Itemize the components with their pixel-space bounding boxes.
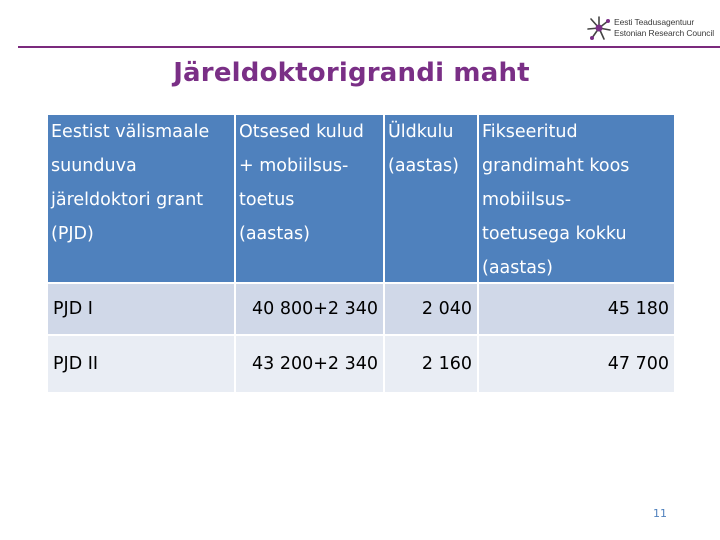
row-value: 47 700 <box>607 354 669 374</box>
table-row-pjd1-name <box>48 284 234 334</box>
header-line: Üldkulu <box>388 122 454 142</box>
header-line: toetus <box>239 190 295 210</box>
header-line: (PJD) <box>51 224 94 244</box>
header-line: Fikseeritud <box>482 122 578 142</box>
logo-star-icon <box>586 15 612 41</box>
table-row-pjd2-overhead <box>385 336 477 392</box>
row-value: 43 200+2 340 <box>252 354 378 374</box>
logo-text <box>614 17 714 38</box>
header-line: toetusega kokku <box>482 224 627 244</box>
row-value: 2 040 <box>421 299 472 319</box>
logo-line-english: Estonian Research Council <box>614 27 715 38</box>
header-cell-direct-costs <box>236 115 383 282</box>
row-value: 45 180 <box>607 299 669 319</box>
header-line: + mobiilsus- <box>239 156 349 176</box>
estonian-research-council-logo <box>586 14 715 42</box>
page-number: 11 <box>653 507 667 520</box>
logo-line-estonian: Eesti Teadusagentuur <box>614 17 695 27</box>
header-cell-overhead <box>385 115 477 282</box>
table-row-pjd2-total <box>479 336 674 392</box>
page-title: Järeldoktorigrandi maht <box>173 58 530 88</box>
header-line: Otsesed kulud <box>239 122 364 142</box>
row-label: PJD II <box>53 354 99 374</box>
header-line: Eestist välismaale <box>51 122 210 142</box>
header-line: mobiilsus- <box>482 190 572 210</box>
header-cell-grant <box>48 115 234 282</box>
header-rule <box>18 46 720 48</box>
row-value: 40 800+2 340 <box>252 299 378 319</box>
header-line: (aastas) <box>388 156 459 176</box>
header-line: grandimaht koos <box>482 156 630 176</box>
header-line: (aastas) <box>482 258 553 278</box>
header-cell-fixed-total <box>479 115 674 282</box>
table-row-pjd1-total <box>479 284 674 334</box>
table-row-pjd1-direct <box>236 284 383 334</box>
header-line: järeldoktori grant <box>51 190 204 210</box>
table-row-pjd2-name <box>48 336 234 392</box>
row-value: 2 160 <box>421 354 472 374</box>
table-row-pjd2-direct <box>236 336 383 392</box>
header-line: (aastas) <box>239 224 310 244</box>
row-label: PJD I <box>53 299 93 319</box>
header-line: suunduva <box>51 156 137 176</box>
table-row-pjd1-overhead <box>385 284 477 334</box>
